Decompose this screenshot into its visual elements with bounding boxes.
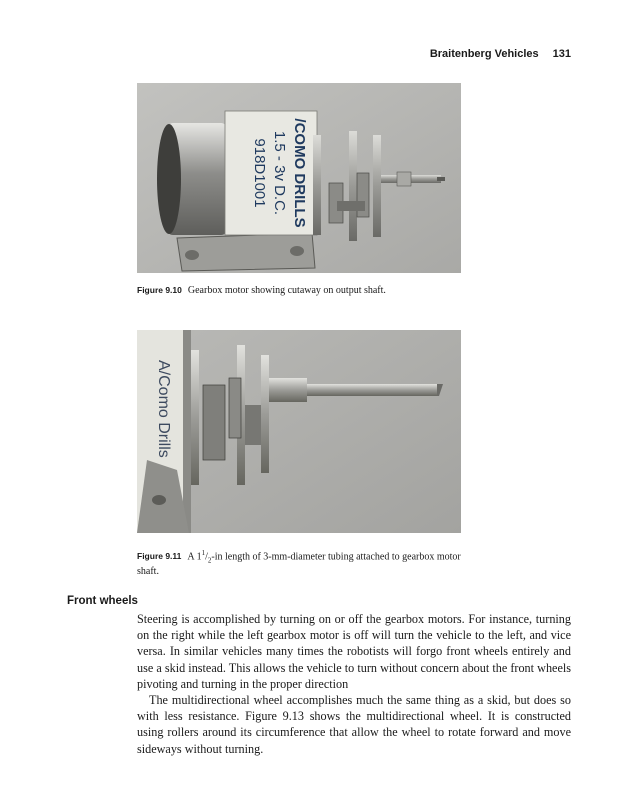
motor-label-brand-closeup: A/Como Drills: [155, 360, 172, 458]
figure-9-11-photo: [137, 330, 461, 533]
body-text: [137, 611, 571, 757]
paragraph-1: Steering is accomplished by turning on or off the gearbox motors. For instance, turning on the right while the left gearbox motor is off will turn the vehicle to the left, and vice versa. In similar vehicles many times the robotists will forgo front wheels entirely and use a skid instead. This allows the vehicle to turn without concern about the front wheels pivoting and turning in the proper direction: [137, 612, 571, 691]
figure-label: Figure 9.11: [137, 551, 182, 562]
motor-label-voltage: 1.5 - 3v D.C.: [271, 130, 288, 216]
figure-9-11-caption: Figure 9.11 A $1^1/_2-in$ length of 3-mm-diameter tubing attached to gearbox motor shaft.: [137, 549, 461, 578]
figure-label: Figure 9.10: [137, 285, 182, 295]
figure-caption-text: Gearbox motor showing cutaway on output shaft.: [187, 285, 386, 296]
running-title: Braitenberg Vehicles: [429, 48, 539, 60]
motor-label-code: 918D1001: [251, 138, 268, 208]
running-header: [430, 48, 571, 60]
section-heading: Front wheels: [67, 595, 138, 607]
figure-9-10-photo: [137, 83, 461, 273]
paragraph-2: The multidirectional wheel accomplishes much the same thing as a skid, but does so with less resistance. Figure 9.13 shows the multidirectional wheel. It is constructed using rollers around its circumference that allow the wheel to rotate forward and move sideways without turning.: [137, 693, 571, 756]
gearbox-motor-photo: [137, 83, 461, 273]
motor-with-tubing-photo: [137, 330, 461, 533]
fraction-denominator: 2: [207, 556, 212, 565]
figure-caption-lead: A 1: [187, 551, 202, 563]
fraction-numerator: 1: [201, 549, 206, 557]
figure-caption-rest: -in length of 3-mm-diameter tubing attached to gearbox motor shaft.: [137, 551, 461, 578]
figure-9-10-caption: [137, 284, 467, 297]
page-number: 131: [552, 48, 571, 60]
motor-label-brand: /COMO DRILLS: [291, 118, 308, 228]
